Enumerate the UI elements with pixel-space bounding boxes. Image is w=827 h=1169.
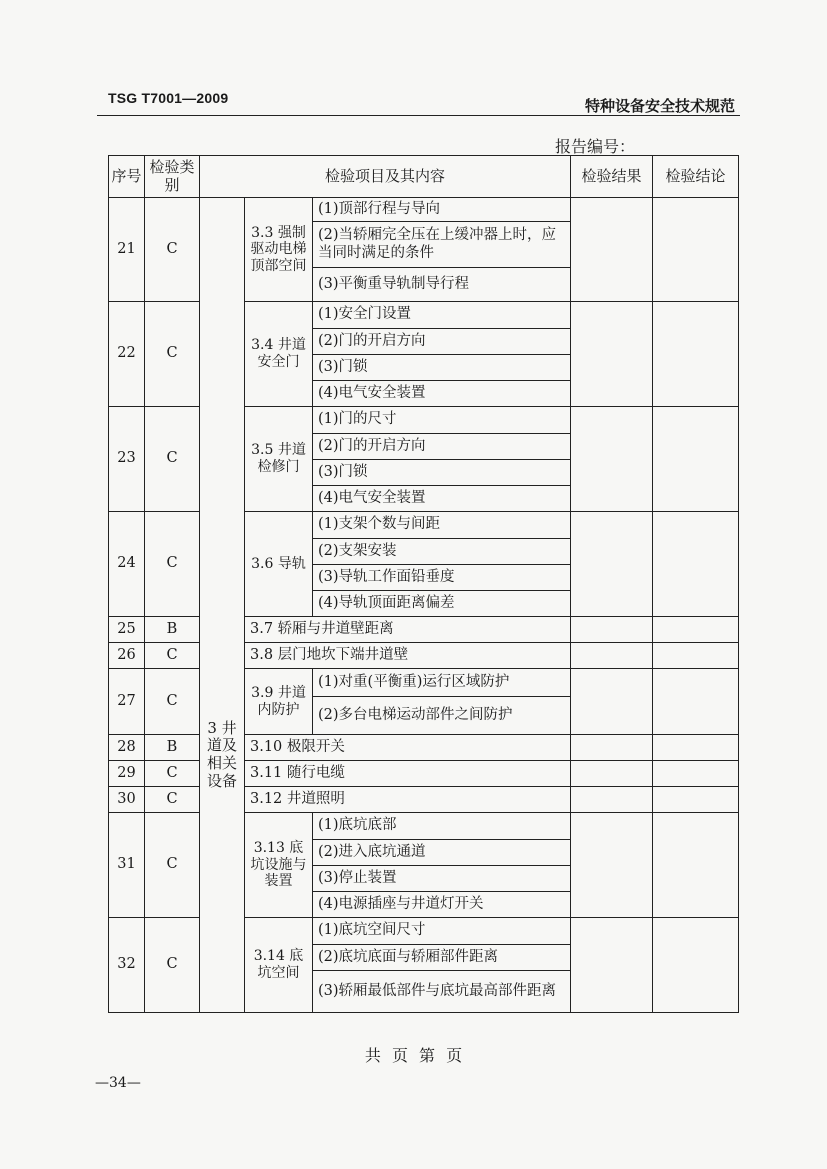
sub-item-label: 3.6 导轨 xyxy=(245,512,313,617)
inspection-item: (3)平衡重导轨制导行程 xyxy=(313,268,571,302)
inspection-item: (1)底坑底部 xyxy=(313,813,571,840)
inspection-item: (4)导轨顶面距离偏差 xyxy=(313,591,571,617)
inspection-item: (3)门锁 xyxy=(313,355,571,381)
inspection-item: (4)电气安全装置 xyxy=(313,381,571,407)
conclusion-cell[interactable] xyxy=(653,735,739,761)
row-no: 26 xyxy=(109,643,145,669)
inspection-item: (2)门的开启方向 xyxy=(313,329,571,355)
conclusion-cell[interactable] xyxy=(653,787,739,813)
inspection-item: (1)支架个数与间距 xyxy=(313,512,571,539)
header-category: 检验类别 xyxy=(145,156,200,198)
header-rule xyxy=(97,115,740,116)
row-no: 31 xyxy=(109,813,145,918)
page-of-label: 共 页 第 页 xyxy=(364,1046,463,1065)
result-cell[interactable] xyxy=(571,617,653,643)
conclusion-cell[interactable] xyxy=(653,918,739,1013)
inspection-item: (2)当轿厢完全压在上缓冲器上时，应当同时满足的条件 xyxy=(313,222,571,268)
result-cell[interactable] xyxy=(571,643,653,669)
inspection-item: 3.12 井道照明 xyxy=(245,787,571,813)
conclusion-cell[interactable] xyxy=(653,198,739,302)
row-no: 22 xyxy=(109,302,145,407)
result-cell[interactable] xyxy=(571,407,653,512)
result-cell[interactable] xyxy=(571,302,653,407)
row-no: 23 xyxy=(109,407,145,512)
row-category: B xyxy=(145,617,200,643)
row-category: C xyxy=(145,761,200,787)
inspection-item: (2)进入底坑通道 xyxy=(313,840,571,866)
row-category: C xyxy=(145,813,200,918)
inspection-item: (2)底坑底面与轿厢部件距离 xyxy=(313,945,571,971)
report-number-label: 报告编号： xyxy=(555,137,636,156)
sub-item-label: 3.3 强制驱动电梯顶部空间 xyxy=(245,198,313,302)
inspection-item: (2)多台电梯运动部件之间防护 xyxy=(313,697,571,735)
sub-item-label: 3.9 井道内防护 xyxy=(245,669,313,735)
row-category: C xyxy=(145,302,200,407)
header-conclusion: 检验结论 xyxy=(653,156,739,198)
inspection-item: (2)支架安装 xyxy=(313,539,571,565)
row-category: C xyxy=(145,669,200,735)
row-category: C xyxy=(145,407,200,512)
row-no: 32 xyxy=(109,918,145,1013)
header-item: 检验项目及其内容 xyxy=(200,156,571,198)
conclusion-cell[interactable] xyxy=(653,813,739,918)
row-category: C xyxy=(145,643,200,669)
standard-code: TSG T7001—2009 xyxy=(108,90,229,106)
result-cell[interactable] xyxy=(571,813,653,918)
inspection-item: 3.10 极限开关 xyxy=(245,735,571,761)
sub-item-label: 3.13 底坑设施与装置 xyxy=(245,813,313,918)
inspection-item: (4)电源插座与井道灯开关 xyxy=(313,892,571,918)
inspection-item: 3.8 层门地坎下端井道壁 xyxy=(245,643,571,669)
result-cell[interactable] xyxy=(571,512,653,617)
row-category: C xyxy=(145,918,200,1013)
row-no: 29 xyxy=(109,761,145,787)
row-category: C xyxy=(145,512,200,617)
inspection-item: (3)导轨工作面铅垂度 xyxy=(313,565,571,591)
result-cell[interactable] xyxy=(571,761,653,787)
row-no: 27 xyxy=(109,669,145,735)
header-seq: 序号 xyxy=(109,156,145,198)
conclusion-cell[interactable] xyxy=(653,407,739,512)
page-number: —34— xyxy=(95,1075,141,1091)
inspection-item: (3)门锁 xyxy=(313,460,571,486)
result-cell[interactable] xyxy=(571,787,653,813)
conclusion-cell[interactable] xyxy=(653,512,739,617)
conclusion-cell[interactable] xyxy=(653,669,739,735)
inspection-item: (1)顶部行程与导向 xyxy=(313,198,571,222)
sub-item-label: 3.4 井道安全门 xyxy=(245,302,313,407)
inspection-table xyxy=(108,155,739,1013)
inspection-item: (4)电气安全装置 xyxy=(313,486,571,512)
conclusion-cell[interactable] xyxy=(653,643,739,669)
sub-item-label: 3.14 底坑空间 xyxy=(245,918,313,1013)
sub-item-label: 3.5 井道检修门 xyxy=(245,407,313,512)
row-no: 25 xyxy=(109,617,145,643)
inspection-item: (2)门的开启方向 xyxy=(313,434,571,460)
result-cell[interactable] xyxy=(571,669,653,735)
series-title: 特种设备安全技术规范 xyxy=(584,97,735,115)
conclusion-cell[interactable] xyxy=(653,302,739,407)
inspection-item: 3.11 随行电缆 xyxy=(245,761,571,787)
inspection-item: (1)门的尺寸 xyxy=(313,407,571,434)
inspection-item: (1)底坑空间尺寸 xyxy=(313,918,571,945)
result-cell[interactable] xyxy=(571,198,653,302)
row-no: 30 xyxy=(109,787,145,813)
inspection-item: 3.7 轿厢与井道壁距离 xyxy=(245,617,571,643)
row-no: 28 xyxy=(109,735,145,761)
inspection-item: (3)轿厢最低部件与底坑最高部件距离 xyxy=(313,971,571,1013)
row-category: C xyxy=(145,787,200,813)
row-category: B xyxy=(145,735,200,761)
conclusion-cell[interactable] xyxy=(653,761,739,787)
row-category: C xyxy=(145,198,200,302)
row-no: 21 xyxy=(109,198,145,302)
result-cell[interactable] xyxy=(571,735,653,761)
group-label: 3 井道及相关设备 xyxy=(200,198,245,1013)
inspection-item: (1)安全门设置 xyxy=(313,302,571,329)
header-result: 检验结果 xyxy=(571,156,653,198)
row-no: 24 xyxy=(109,512,145,617)
inspection-item: (3)停止装置 xyxy=(313,866,571,892)
inspection-item: (1)对重(平衡重)运行区域防护 xyxy=(313,669,571,697)
conclusion-cell[interactable] xyxy=(653,617,739,643)
result-cell[interactable] xyxy=(571,918,653,1013)
